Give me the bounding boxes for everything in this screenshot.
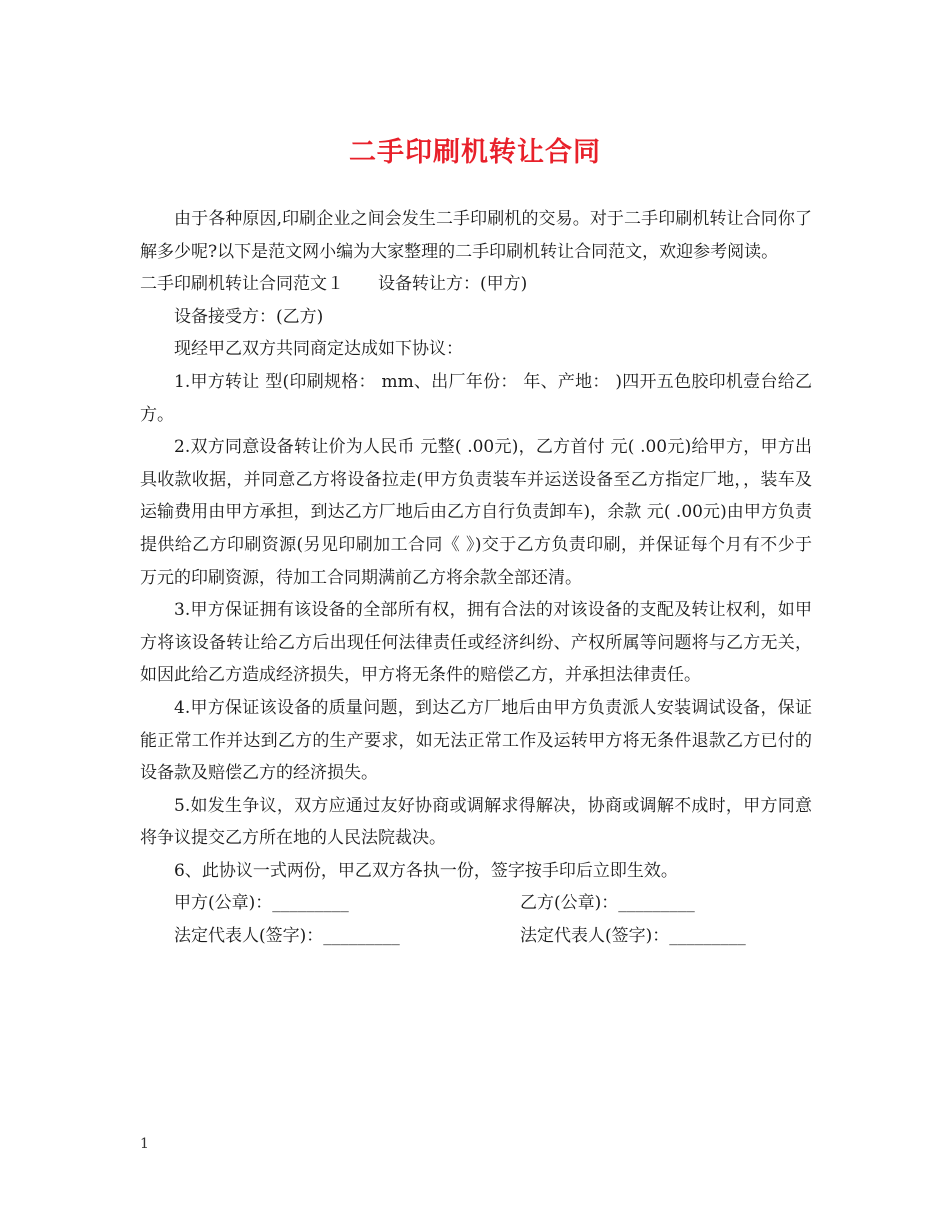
agreement-line: 现经甲乙双方共同商定达成如下协议： (174, 339, 463, 360)
document-body (140, 203, 812, 953)
party-a-seal-field: 甲方(公章)：_________ (174, 893, 349, 914)
page-number: 1 (140, 1136, 149, 1152)
clause-4: 4.甲方保证该设备的质量问题，到达乙方厂地后由甲方负责派人安装调试设备，保证能正常工作并达到乙方的生产要求，如无法正常工作及运转甲方将无条件退款乙方已付的设备款及赔偿乙方的经济损失。 (140, 697, 812, 784)
representative-signature-row (140, 920, 812, 953)
clause-5: 5.如发生争议，双方应通过友好协商或调解求得解决，协商或调解不成时，甲方同意将争议提交乙方所在地的人民法院裁决。 (140, 795, 812, 849)
clause-1: 1.甲方转让 型(印刷规格： mm、出厂年份： 年、产地： )四开五色胶印机壹台给乙方。 (140, 371, 812, 425)
party-b-line: 设备接受方：(乙方) (174, 306, 324, 327)
intro-paragraph: 由于各种原因,印刷企业之间会发生二手印刷机的交易。对于二手印刷机转让合同你了解多少呢?以下是范文网小编为大家整理的二手印刷机转让合同范文，欢迎参考阅读。 (140, 209, 812, 262)
sample-heading-line: 二手印刷机转让合同范文１ 设备转让方：(甲方) (140, 274, 528, 295)
clause-6: 6、此协议一式两份，甲乙双方各执一份，签字按手印后立即生效。 (174, 860, 678, 881)
party-a-representative-field: 法定代表人(签字)：_________ (174, 926, 400, 947)
clause-3: 3.甲方保证拥有该设备的全部所有权，拥有合法的对该设备的支配及转让权利，如甲方将该设备转让给乙方后出现任何法律责任或经济纠纷、产权所属等问题将与乙方无关，如因此给乙方造成经济损失，甲方将无条件的赔偿乙方，并承担法律责任。 (140, 600, 812, 686)
party-b-representative-field: 法定代表人(签字)：_________ (520, 926, 746, 947)
clause-2: 2.双方同意设备转让价为人民币 元整( .00元)，乙方首付 元( .00元)给甲方，甲方出具收款收据，并同意乙方将设备拉走(甲方负责装车并运送设备至乙方指定厂地，，装车及运输费用由甲方承担，到达乙方厂地后由乙方自行负责卸车)，余款 元( .00元)由甲方负责提供给乙方印刷资源(另见印刷加工合同《 》)交于乙方负责印刷，并保证每个月有不少于 万元的印刷资源，待加工合同期满前乙方将余款全部还清。 (140, 437, 812, 588)
party-b-seal-field: 乙方(公章)：_________ (520, 893, 695, 914)
seal-signature-row (140, 887, 812, 920)
document-title: 二手印刷机转让合同 (349, 137, 601, 168)
